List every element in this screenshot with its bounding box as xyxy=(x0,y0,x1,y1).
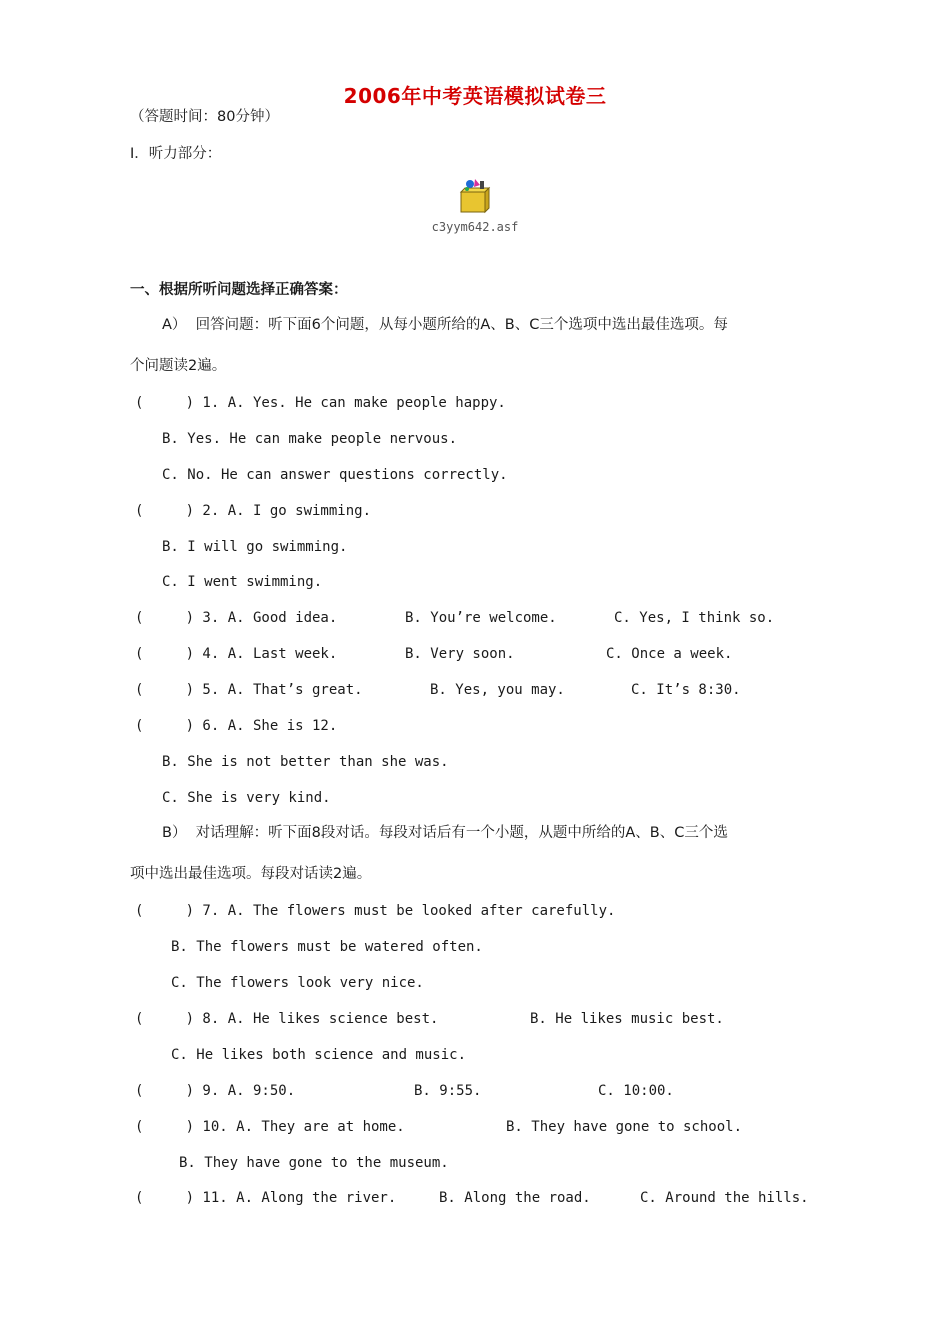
question-2: ( ) 2. A. I go swimming. xyxy=(135,503,372,519)
question-10-option-c: B. They have gone to the museum. xyxy=(179,1155,449,1171)
question-3-option-c: C. Yes, I think so. xyxy=(614,610,775,626)
question-8-option-c: C. He likes both science and music. xyxy=(171,1047,467,1063)
question-6-option-c: C. She is very kind. xyxy=(162,790,331,806)
question-1-option-b: B. Yes. He can make people nervous. xyxy=(162,431,458,447)
question-4-option-b: B. Very soon. xyxy=(405,646,515,662)
question-9-option-b: B. 9:55. xyxy=(414,1083,482,1099)
part-heading: Ⅰ．听力部分： xyxy=(130,146,222,162)
question-6: ( ) 6. A. She is 12. xyxy=(135,718,338,734)
question-2-option-c: C. I went swimming. xyxy=(162,574,323,590)
question-11-option-c: C. Around the hills. xyxy=(640,1190,809,1206)
question-8: ( ) 8. A. He likes science best. xyxy=(135,1011,439,1027)
question-5-option-c: C. It’s 8:30. xyxy=(631,682,741,698)
question-1-option-c: C. No. He can answer questions correctly. xyxy=(162,467,508,483)
question-6-option-b: B. She is not better than she was. xyxy=(162,754,449,770)
question-11-option-b: B. Along the road. xyxy=(439,1190,591,1206)
question-7-option-c: C. The flowers look very nice. xyxy=(171,975,424,991)
question-1: ( ) 1. A. Yes. He can make people happy. xyxy=(135,395,506,411)
attachment-filename: c3yym642.asf xyxy=(431,220,519,234)
section-b-instructions-cont: 项中选出最佳选项。每段对话读2遍。 xyxy=(130,866,372,882)
question-7: ( ) 7. A. The flowers must be looked after carefully. xyxy=(135,903,616,919)
question-3-option-b: B. You’re welcome. xyxy=(405,610,557,626)
section-b-instructions: B） 对话理解：听下面8段对话。每段对话后有一个小题，从题中所给的A、B、C三个选 xyxy=(162,825,728,841)
section-a-instructions: A） 回答问题：听下面6个问题，从每小题所给的A、B、C三个选项中选出最佳选项。每 xyxy=(162,317,728,333)
question-9: ( ) 9. A. 9:50. xyxy=(135,1083,296,1099)
audio-attachment[interactable] xyxy=(0,176,950,234)
question-8-option-b: B. He likes music best. xyxy=(530,1011,724,1027)
question-10-option-b: B. They have gone to school. xyxy=(506,1119,743,1135)
question-7-option-b: B. The flowers must be watered often. xyxy=(171,939,483,955)
question-3: ( ) 3. A. Good idea. xyxy=(135,610,338,626)
section-heading: 一、根据所听问题选择正确答案： xyxy=(130,282,348,298)
question-11: ( ) 11. A. Along the river. xyxy=(135,1190,397,1206)
exam-title: 2006年中考英语模拟试卷三 xyxy=(343,84,607,108)
question-5-option-b: B. Yes, you may. xyxy=(430,682,565,698)
question-4: ( ) 4. A. Last week. xyxy=(135,646,338,662)
media-package-icon xyxy=(455,176,495,216)
question-5: ( ) 5. A. That’s great. xyxy=(135,682,363,698)
section-a-instructions-cont: 个问题读2遍。 xyxy=(130,358,227,374)
question-4-option-c: C. Once a week. xyxy=(606,646,733,662)
question-9-option-c: C. 10:00. xyxy=(598,1083,674,1099)
time-note: （答题时间：80分钟） xyxy=(130,109,279,125)
question-10: ( ) 10. A. They are at home. xyxy=(135,1119,405,1135)
question-2-option-b: B. I will go swimming. xyxy=(162,539,348,555)
